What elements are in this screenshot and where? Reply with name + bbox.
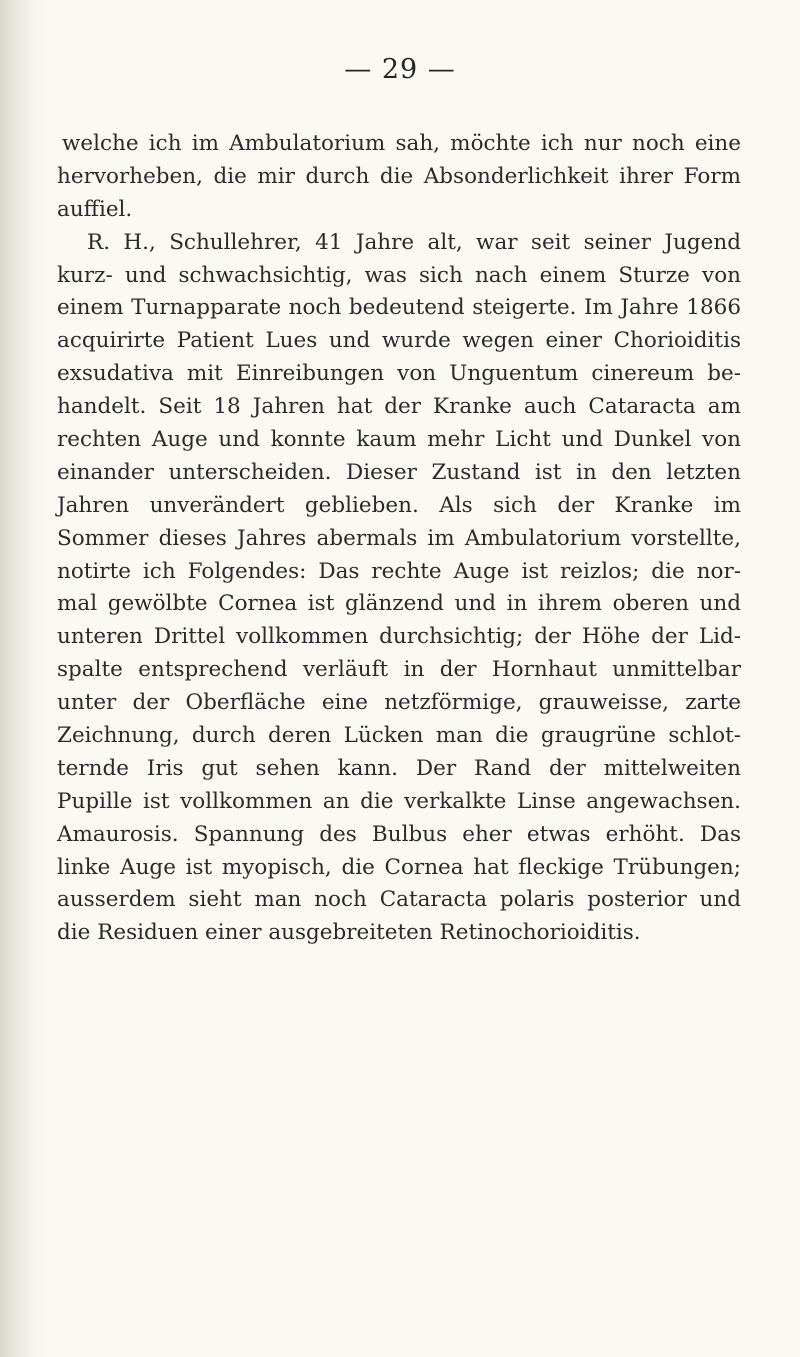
text-line: einem Turnapparate noch bedeutend steigerte. Im Jahre 1866 (57, 295, 741, 321)
text-line: spalte entsprechend verläuft in der Hornhaut unmittelbar (57, 657, 741, 683)
text-line: auffiel. (57, 196, 133, 222)
text-line: einander unterscheiden. Dieser Zustand ist in den letzten (57, 459, 741, 485)
text-line: ausserdem sieht man noch Cataracta polaris posterior und (57, 887, 741, 913)
text-line: die Residuen einer ausgebreiteten Retinochorioiditis. (57, 920, 641, 946)
text-line: unteren Drittel vollkommen durchsichtig; der Höhe der Lid- (57, 624, 741, 650)
text-line: mal gewölbte Cornea ist glänzend und in ihrem oberen und (57, 591, 741, 617)
text-line: acquirirte Patient Lues und wurde wegen einer Chorioiditis (57, 328, 741, 354)
text-line: kurz- und schwachsichtig, was sich nach einem Sturze von (57, 262, 741, 288)
text-line: linke Auge ist myopisch, die Cornea hat fleckige Trübungen; (57, 854, 741, 880)
text-line: R. H., Schullehrer, 41 Jahre alt, war seit seiner Jugend (87, 229, 741, 255)
body-text (57, 128, 741, 950)
text-line: unter der Oberfläche eine netzförmige, grauweisse, zarte (57, 690, 741, 716)
text-line: Pupille ist vollkommen an die verkalkte Linse angewachsen. (57, 788, 741, 814)
text-line: welche ich im Ambulatorium sah, möchte ich nur noch eine (62, 131, 741, 156)
text-line: Sommer dieses Jahres abermals im Ambulatorium vorstellte, (57, 525, 741, 551)
text-line: ternde Iris gut sehen kann. Der Rand der mittelweiten (57, 755, 741, 781)
text-line: rechten Auge und konnte kaum mehr Licht und Dunkel von (57, 427, 741, 453)
text-line: Jahren unverändert geblieben. Als sich der Kranke im (57, 492, 741, 518)
text-line: Zeichnung, durch deren Lücken man die graugrüne schlot- (57, 723, 741, 749)
text-line: Amaurosis. Spannung des Bulbus eher etwas erhöht. Das (57, 821, 741, 847)
text-line: notirte ich Folgendes: Das rechte Auge ist reizlos; die nor- (57, 558, 741, 584)
text-line: handelt. Seit 18 Jahren hat der Kranke auch Cataracta am (57, 394, 741, 420)
page-number: — 29 — (344, 54, 456, 85)
text-line: exsudativa mit Einreibungen von Unguentum cinereum be- (57, 361, 741, 387)
text-line: hervorheben, die mir durch die Absonderlichkeit ihrer Form (57, 163, 741, 189)
